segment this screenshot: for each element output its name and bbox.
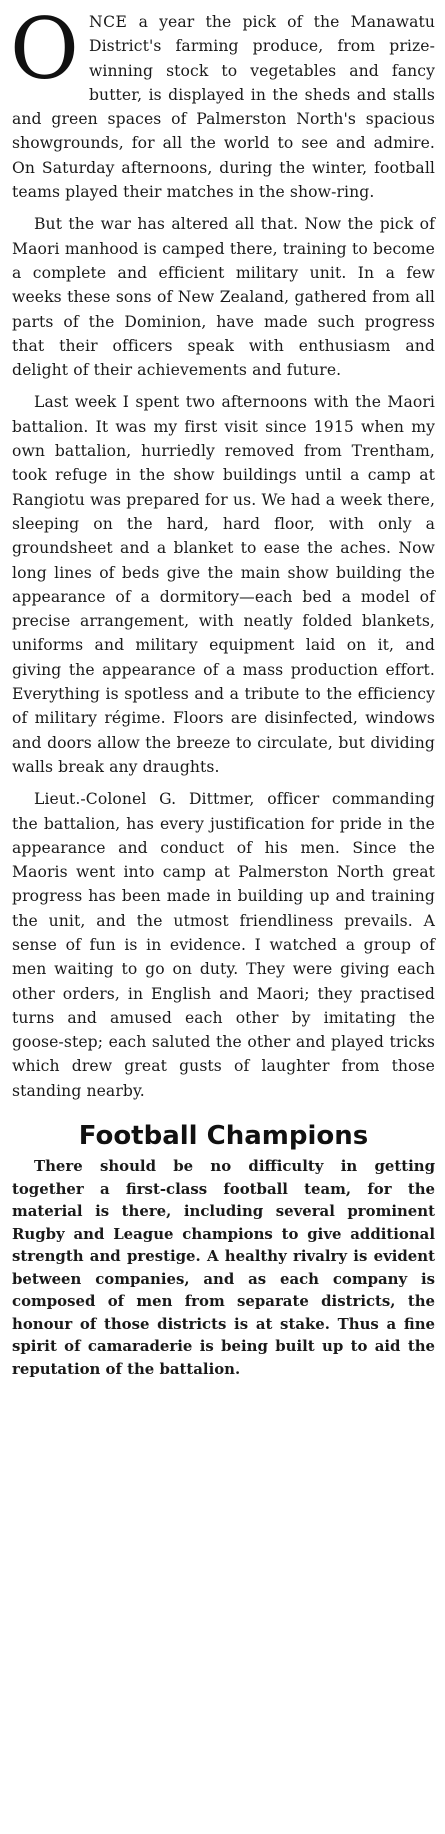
- paragraph-1-text: a year the pick of the Manawatu District's farming produce, from prize-winning stock to vegetables and fancy butter, is displayed in the sheds and stalls and green spaces of Palmerston North's spacious showgrounds, for all the world to see and admire. On Saturday afternoons, during the winter, football teams played their matches in the show-ring.: [12, 13, 435, 202]
- paragraph-1: [10, 0, 435, 204]
- drop-cap: O: [10, 0, 79, 98]
- paragraph-4: Lieut.-Colonel G. Dittmer, officer commanding the battalion, has every justification for pride in the appearance and conduct of his men. Since the Maoris went into camp at Palmerston North great progress has been made in building up and training the unit, and the utmost friendliness prevails. A sense of fun is in evidence. I watched a group of men waiting to go on duty. They were giving each other orders, in English and Maori; they practised turns and amused each other by imitating the goose-step; each saluted the other and played tricks which drew great gusts of laughter from those standing nearby.: [12, 790, 435, 1100]
- lead-caps: NCE: [88, 13, 128, 31]
- paragraph-3: Last week I spent two afternoons with the Maori battalion. It was my first visit since 1915 when my own battalion, hurriedly removed from Trentham, took refuge in the show buildings until a camp at Rangiotu was prepared for us. We had a week there, sleeping on the hard, hard floor, with only a groundsheet and a blanket to ease the aches. Now long lines of beds give the main show building the appearance of a dormitory—each bed a model of precise arrangement, with neatly folded blankets, uniforms and military equipment laid on it, and giving the appearance of a mass production effort. Everything is spotless and a tribute to the efficiency of military régime. Floors are disinfected, windows and doors allow the breeze to circulate, but dividing walls break any draughts.: [12, 393, 435, 776]
- paragraph-2: But the war has altered all that. Now the pick of Maori manhood is camped there, training to become a complete and efficient military unit. In a few weeks these sons of New Zealand, gathered from all parts of the Dominion, have made such progress that their officers speak with enthusiasm and delight of their achievements and future.: [12, 215, 435, 380]
- section-heading: Football Champions: [78, 1121, 369, 1152]
- paragraph-5: There should be no difficulty in getting together a first-class football team, for the material is there, including several prominent Rugby and League champions to give additional strength and prestige. A healthy rivalry is evident between companies, and as each company is composed of men from separate districts, the honour of those districts is at stake. Thus a fine spirit of camaraderie is being built up to aid the reputation of the battalion.: [12, 1157, 435, 1378]
